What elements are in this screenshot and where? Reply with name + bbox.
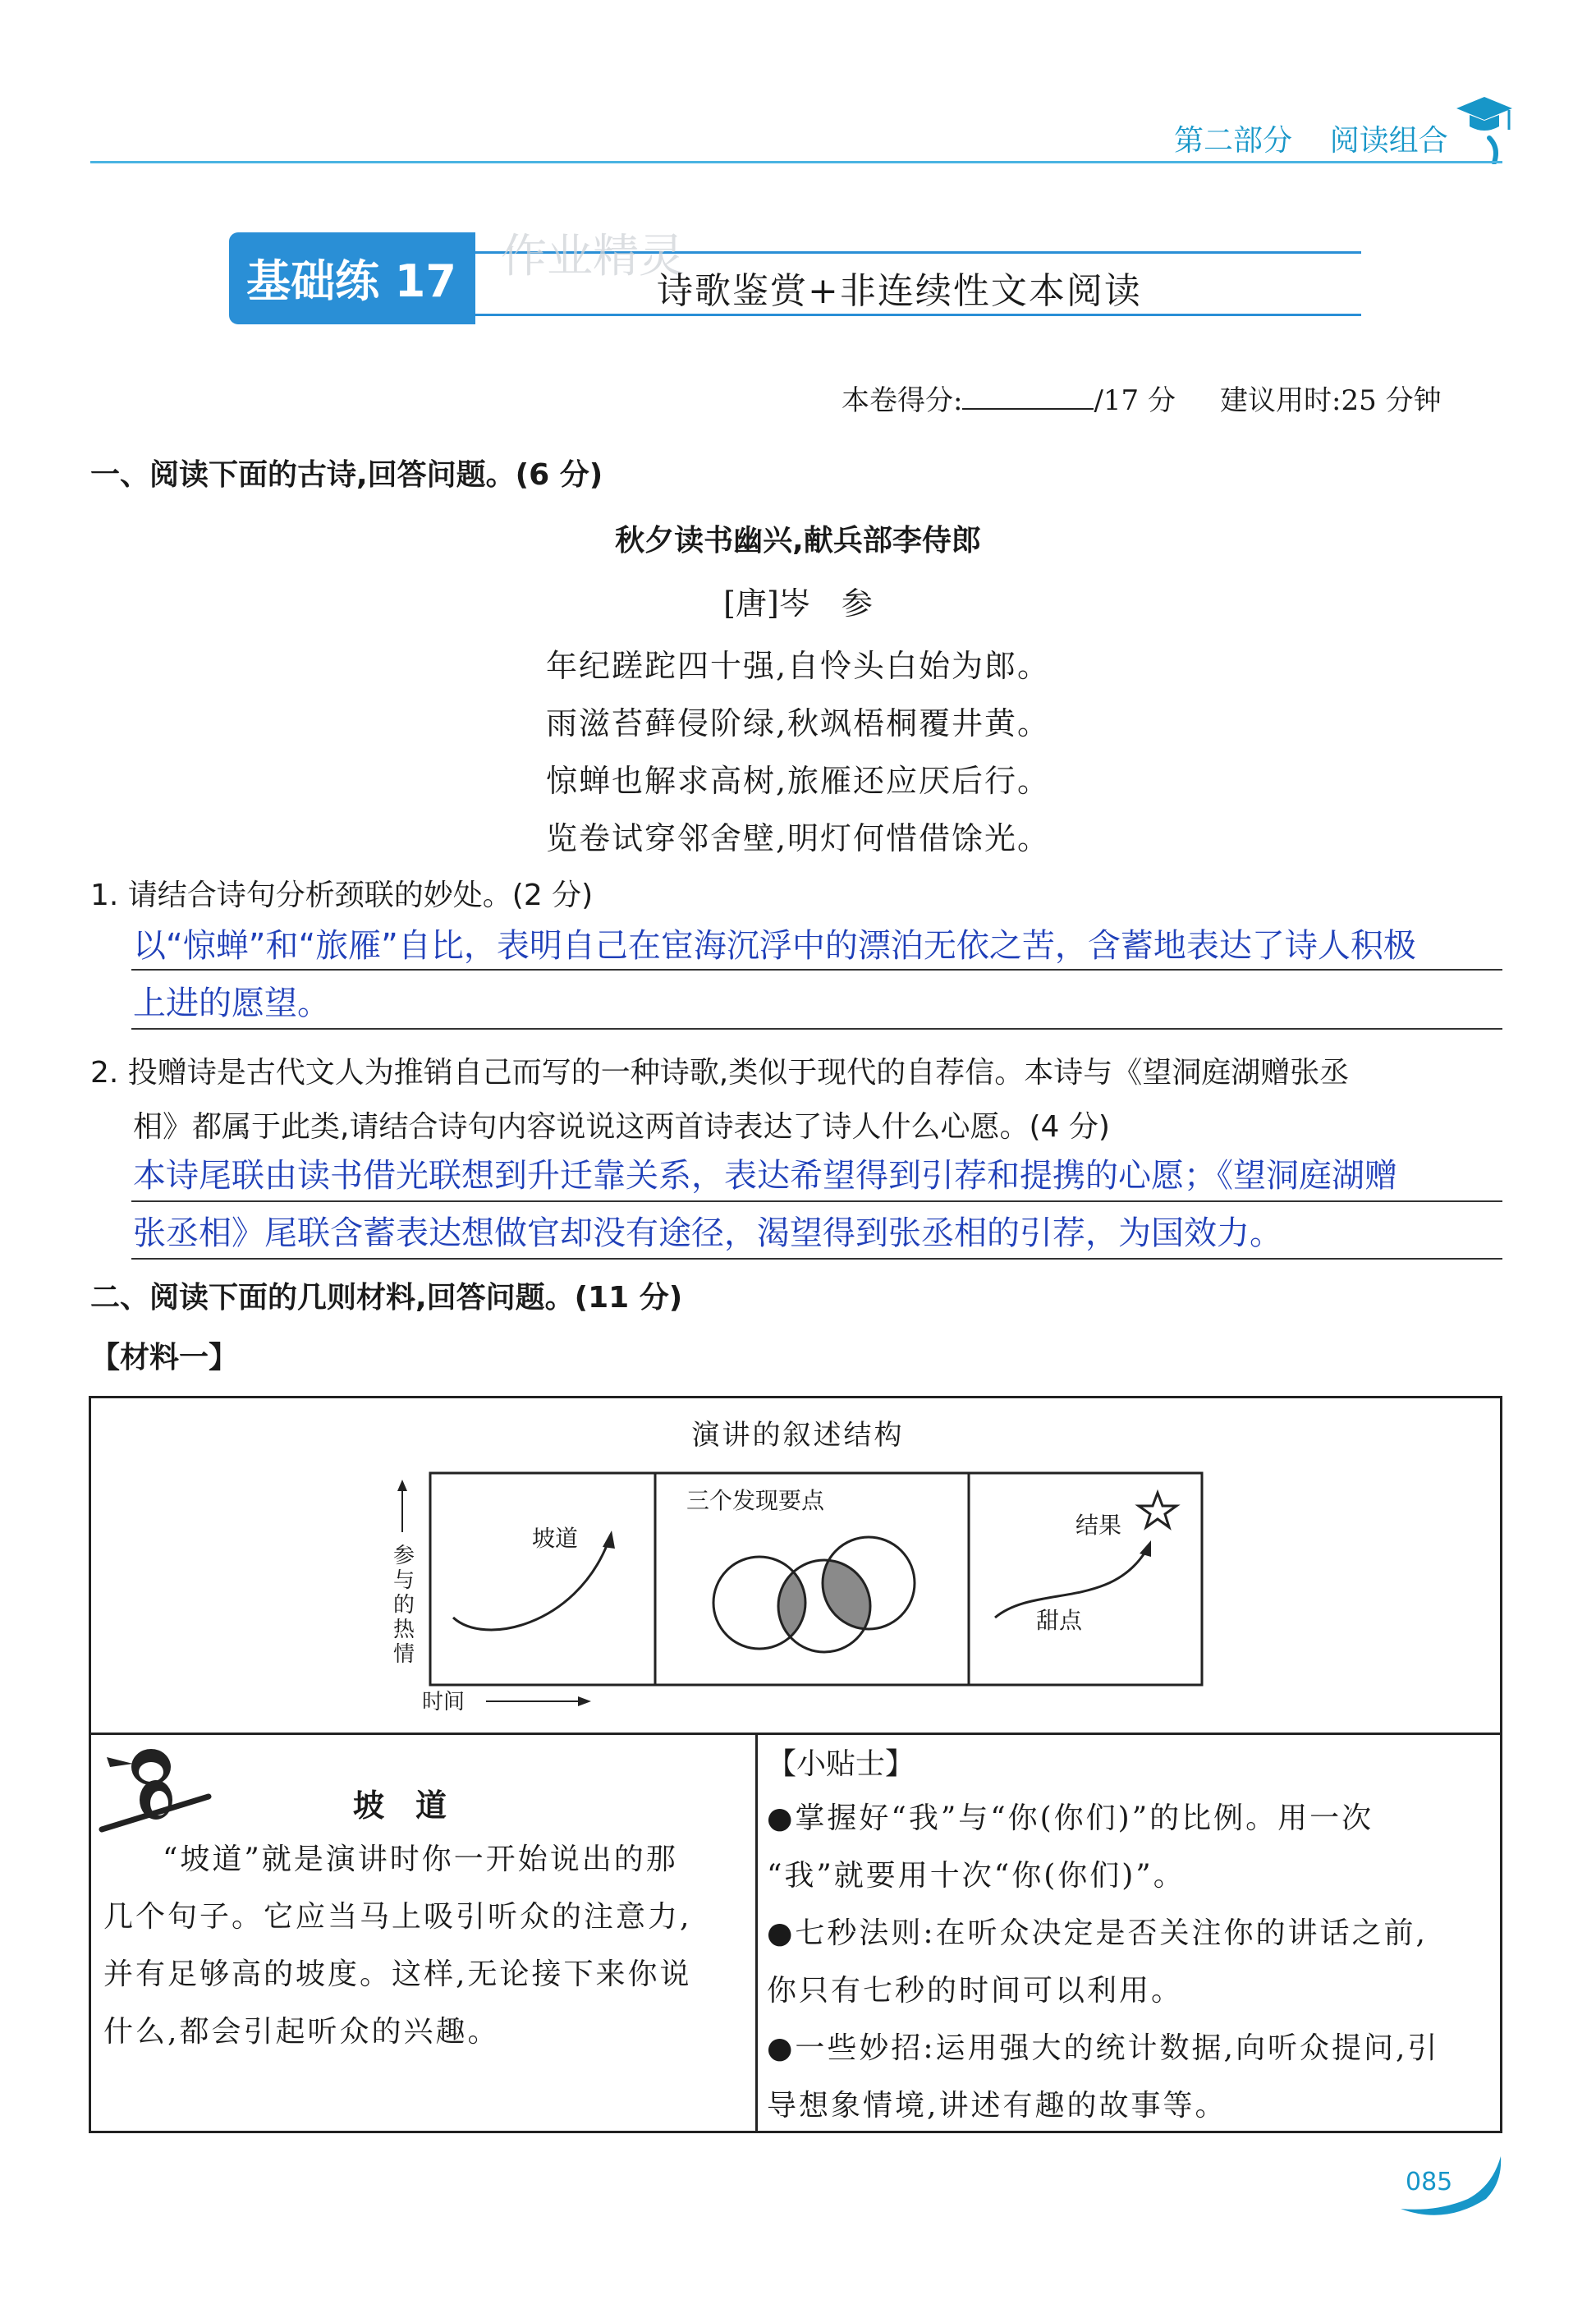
graduation-cap-icon (1452, 90, 1517, 164)
tip-line: ●一些妙招:运用强大的统计数据,向听众提问,引 (767, 2031, 1440, 2065)
poem-line: 览卷试穿邻舍壁,明灯何惜借馀光。 (545, 820, 1051, 856)
score-blank[interactable] (962, 383, 1094, 410)
question-2-line-1: 2. 投赠诗是古代文人为推销自己而写的一种诗歌,类似于现代的自荐信。本诗与《望洞庭湖赠张丞 (90, 1056, 1350, 1090)
score-label: 本卷得分: (842, 384, 963, 417)
tip-line: “我”就要用十次“你(你们)”。 (767, 1859, 1186, 1893)
poem-line: 惊蝉也解求高树,旅雁还应厌后行。 (545, 763, 1051, 799)
score-line (842, 378, 1442, 418)
left-box-line: “坡道”就是演讲时你一开始说出的那 (163, 1843, 678, 1876)
part2-heading: 二、阅读下面的几则材料,回答问题。(11 分) (90, 1281, 683, 1315)
question-1: 1. 请结合诗句分析颈联的妙处。(2 分) (90, 879, 594, 912)
x-axis-arrowhead (578, 1696, 591, 1706)
discovery-label: 三个发现要点 (686, 1487, 825, 1514)
question-2-line-2: 相》都属于此类,请结合诗句内容说说这两首诗表达了诗人什么心愿。(4 分) (133, 1110, 1110, 1144)
left-box-line: 并有足够高的坡度。这样,无论接下来你说 (103, 1957, 692, 1991)
result-arrowhead (1140, 1540, 1151, 1557)
snowboarder-icon (97, 1739, 212, 1838)
watermark: 作业精灵 (501, 230, 685, 283)
y-axis-arrowhead (397, 1480, 407, 1491)
box-divider-vertical (755, 1733, 758, 2133)
tips-heading: 【小贴士】 (767, 1747, 915, 1781)
ramp-curve (453, 1544, 608, 1630)
answer-2-line-1: 本诗尾联由读书借光联想到升迁靠关系，表达希望得到引荐和提携的心愿；《望洞庭湖赠 (133, 1157, 1397, 1195)
tip-line: 导想象情境,讲述有趣的故事等。 (767, 2089, 1227, 2123)
feather-swoosh-icon (1396, 2150, 1511, 2224)
y-axis-label: 参与的热情 (392, 1544, 415, 1667)
dessert-label: 甜点 (1036, 1607, 1083, 1634)
page-number: 085 (1406, 2168, 1453, 2196)
answer-2-line-2: 张丞相》尾联含蓄表达想做官却没有途径，渴望得到张丞相的引荐，为国效力。 (133, 1214, 1282, 1252)
poem-line: 年纪蹉跎四十强,自怜头白始为郎。 (545, 648, 1051, 684)
tip-line: 你只有七秒的时间可以利用。 (767, 1974, 1184, 2008)
title-subtitle: 诗歌鉴赏+非连续性文本阅读 (657, 270, 1142, 312)
answer-rule (131, 1028, 1502, 1030)
diagram-title: 演讲的叙述结构 (691, 1419, 905, 1452)
left-box-line: 什么,都会引起听众的兴趣。 (103, 2015, 500, 2049)
poem-author: [唐]岑 参 (723, 585, 873, 622)
poem-title: 秋夕读书幽兴,献兵部李侍郎 (615, 524, 981, 558)
answer-rule (131, 1258, 1502, 1260)
answer-rule (131, 969, 1502, 971)
running-header (1174, 117, 1448, 159)
header-section: 第二部分 (1174, 124, 1293, 158)
time-label: 建议用时: (1220, 384, 1341, 417)
time-value: 25 分钟 (1341, 384, 1442, 417)
x-axis-label: 时间 (422, 1690, 466, 1714)
header-rule (90, 161, 1502, 163)
tip-line: ●掌握好“我”与“你(你们)”的比例。用一次 (767, 1801, 1374, 1835)
answer-1-line-2: 上进的愿望。 (133, 984, 330, 1022)
ramp-label: 坡道 (532, 1525, 579, 1552)
header-subsection: 阅读组合 (1329, 124, 1448, 158)
material-label: 【材料一】 (90, 1341, 239, 1375)
ramp-arrowhead (603, 1531, 615, 1549)
part1-heading: 一、阅读下面的古诗,回答问题。(6 分) (90, 458, 603, 492)
title-rule-bottom (475, 314, 1361, 316)
box-divider-horizontal (89, 1733, 1502, 1735)
answer-1-line-1: 以“惊蝉”和“旅雁”自比，表明自己在宦海沉浮中的漂泊无依之苦，含蓄地表达了诗人积极 (133, 927, 1416, 965)
tips-body (767, 1790, 1497, 2135)
poem-line: 雨滋苔藓侵阶绿,秋飒梧桐覆井黄。 (545, 705, 1051, 741)
star-icon (1139, 1493, 1176, 1527)
title-badge: 基础练 17 (246, 255, 456, 307)
answer-rule (131, 1200, 1502, 1202)
result-label: 结果 (1075, 1512, 1122, 1539)
left-box-line: 几个句子。它应当马上吸引听众的注意力, (103, 1900, 692, 1934)
left-box-body (103, 1831, 744, 2061)
tip-line: ●七秒法则:在听众决定是否关注你的讲话之前, (767, 1916, 1428, 1950)
left-box-heading: 坡 道 (353, 1787, 447, 1824)
score-total: /17 分 (1094, 384, 1176, 417)
